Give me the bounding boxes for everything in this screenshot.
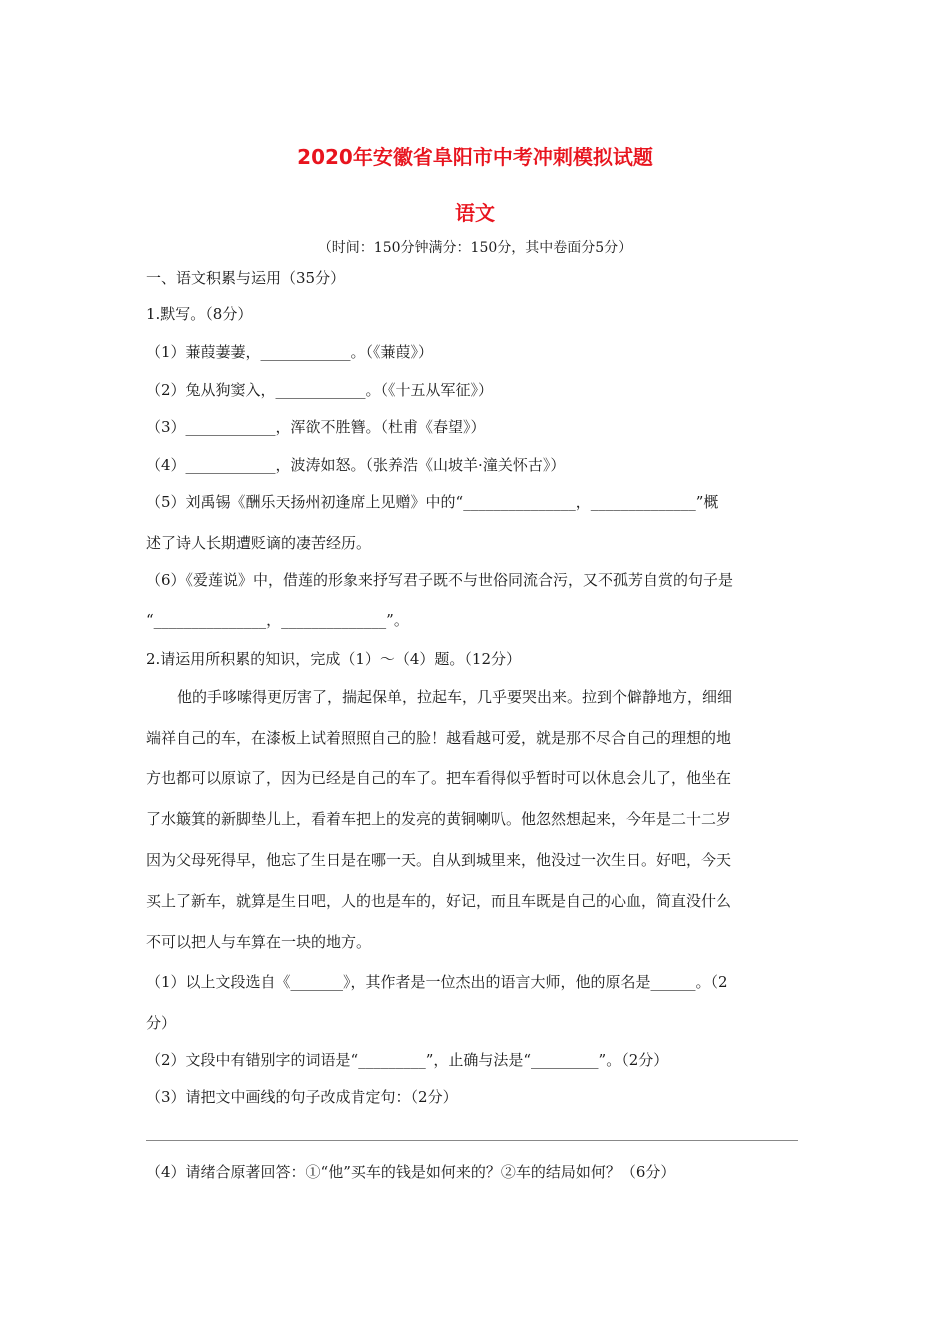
passage-line: 端祥自己的车，在漆板上试着照照自己的脸！越看越可爱，就是那不尽合自己的理想的地 <box>146 729 732 747</box>
passage-line: 买上了新车，就算是生日吧，人的也是车的，好记，而且车既是自己的心血，简直没什么 <box>146 892 732 910</box>
answer-line <box>146 1140 798 1141</box>
subject-title: 语文 <box>455 201 495 225</box>
question-2-item-3: （3）请把文中画线的句子改成肯定句：（2分） <box>146 1088 458 1106</box>
question-1-item-2: （2）兔从狗窦入，____________。（《十五从军征》） <box>146 381 494 399</box>
question-1-item-5: （5）刘禹锡《酬乐天扬州初逢席上见赠》中的“_______________，______________”概 <box>146 493 719 511</box>
section-heading: 一、语文积累与运用（35分） <box>146 269 346 287</box>
question-1-item-1: （1）蒹葭萋萋，____________。（《蒹葭》） <box>146 343 434 361</box>
question-2-item-4: （4）请绪合原著回答：①“他”买车的钱是如何来的？②车的结局如何？（6分） <box>146 1163 676 1181</box>
question-2-item-2: （2）文段中有错别字的词语是“_________”，止确与法是“_________”。（2分） <box>146 1051 669 1069</box>
question-1-item-5-cont: 述了诗人长期遭贬谪的凄苦经历。 <box>146 534 372 552</box>
exam-title: 2020年安徽省阜阳市中考冲刺模拟试题 <box>297 145 653 169</box>
passage-line: 他的手哆嗦得更厉害了，揣起保单，拉起车，几乎要哭出来。拉到个僻静地方，细细 <box>177 688 733 706</box>
passage-line: 方也都可以原谅了，因为已经是自己的车了。把车看得似乎暂时可以休息会儿了，他坐在 <box>146 769 732 787</box>
question-1-item-3: （3）____________，浑欲不胜簪。（杜甫《春望》） <box>146 418 486 436</box>
question-1-stem: 1.默写。（8分） <box>146 305 253 323</box>
question-1-item-6-cont: “_______________，______________”。 <box>146 611 409 629</box>
question-2-item-1: （1）以上文段选自《_______》，其作者是一位杰出的语言大师，他的原名是______。（2 <box>146 973 728 991</box>
passage-line: 不可以把人与车算在一块的地方。 <box>146 933 372 951</box>
question-1-item-4: （4）____________，波涛如怒。（张养浩《山坡羊·潼关怀古》） <box>146 456 566 474</box>
question-2-stem: 2.请运用所积累的知识，完成（1）～（4）题。（12分） <box>146 650 521 668</box>
question-2-item-1-cont: 分） <box>146 1014 177 1032</box>
question-1-item-6: （6）《爱莲说》中，借莲的形象来抒写君子既不与世俗同流合污，又不孤芳自赏的句子是 <box>146 571 734 589</box>
exam-info: （时间：150分钟满分：150分，其中卷面分5分） <box>317 240 633 256</box>
passage-line: 因为父母死得早，他忘了生日是在哪一天。自从到城里来，他没过一次生日。好吧，今天 <box>146 851 732 869</box>
passage-line: 了水簸箕的新脚垫儿上，看着车把上的发亮的黄铜喇叭。他忽然想起来，今年是二十二岁 <box>146 810 732 828</box>
